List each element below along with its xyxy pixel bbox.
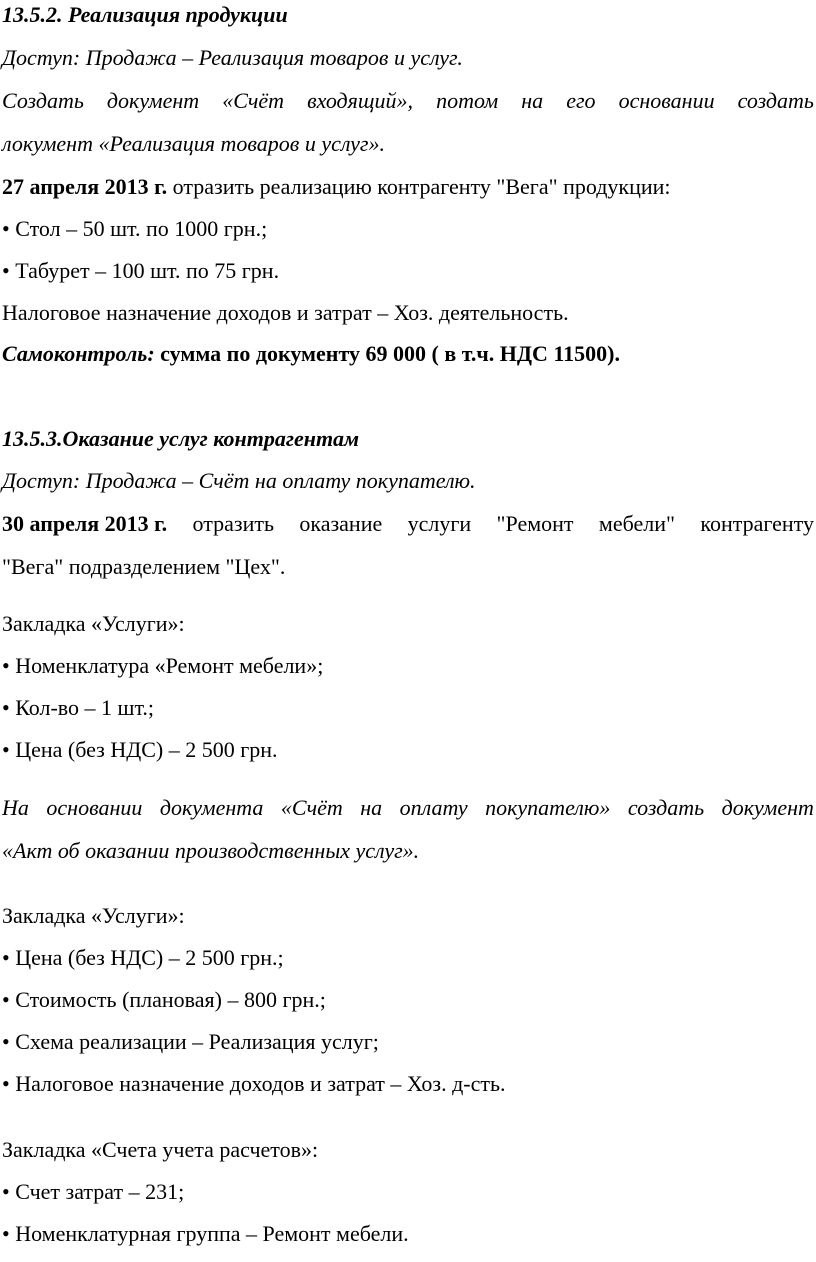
self-check-label: Самоконтроль: xyxy=(2,341,155,366)
word: услуги xyxy=(407,511,472,536)
date-instruction xyxy=(2,174,671,200)
word: оказание xyxy=(299,511,383,536)
list-item: • Цена (без НДС) – 2 500 грн.; xyxy=(2,945,284,970)
list-item: • Схема реализации – Реализация услуг; xyxy=(2,1029,379,1054)
list-item: • Стол – 50 шт. по 1000 грн.; xyxy=(2,216,268,241)
word: документ xyxy=(106,88,200,113)
justified-line xyxy=(2,511,814,537)
word: его xyxy=(566,88,596,113)
word: Создать xyxy=(2,88,84,113)
word: основании xyxy=(618,88,715,113)
self-check-text: сумма по документу 69 000 ( в т.ч. НДС 11500). xyxy=(154,341,621,366)
word: «Счёт xyxy=(280,795,343,820)
word: контрагенту xyxy=(700,511,814,536)
word: на xyxy=(521,88,544,113)
date: 30 апреля 2013 г. xyxy=(2,511,168,536)
section-heading: 13.5.3.Оказание услуг контрагентам xyxy=(2,426,360,451)
section-heading: 13.5.2. Реализация продукции xyxy=(2,2,288,27)
word: входящий», xyxy=(307,88,414,113)
word: на xyxy=(360,795,383,820)
word: покупателю» xyxy=(485,795,611,820)
access-path: Доступ: Продажа – Счёт на оплату покупателю. xyxy=(2,468,476,493)
list-item: • Счет затрат – 231; xyxy=(2,1179,185,1204)
date-text: отразить реализацию контрагенту "Вега" продукции: xyxy=(167,174,671,199)
list-item: • Стоимость (плановая) – 800 грн.; xyxy=(2,987,326,1012)
word: документа xyxy=(159,795,264,820)
list-item: • Табурет – 100 шт. по 75 грн. xyxy=(2,258,280,283)
instruction-continuation: локумент «Реализация товаров и услуг». xyxy=(2,131,386,156)
self-check xyxy=(2,341,620,367)
instruction-continuation: "Вега" подразделением "Цех". xyxy=(2,554,286,579)
word: создать xyxy=(737,88,814,113)
instruction-continuation: «Акт об оказании производственных услуг». xyxy=(2,838,420,863)
access-path: Доступ: Продажа – Реализация товаров и услуг. xyxy=(2,45,463,70)
list-item: • Номенклатура «Ремонт мебели»; xyxy=(2,653,324,678)
word: создать xyxy=(627,795,705,820)
tax-purpose: Налоговое назначение доходов и затрат – Хоз. деятельность. xyxy=(2,300,569,325)
justified-line xyxy=(2,88,814,114)
list-item: • Номенклатурная группа – Ремонт мебели. xyxy=(2,1221,409,1246)
list-item: • Кол-во – 1 шт.; xyxy=(2,695,155,720)
word: оплату xyxy=(399,795,468,820)
word: отразить xyxy=(192,511,274,536)
date: 27 апреля 2013 г. xyxy=(2,174,168,199)
tab-title: Закладка «Услуги»: xyxy=(2,903,185,928)
justified-line xyxy=(2,795,814,821)
word: документ xyxy=(721,795,814,820)
list-item: • Налоговое назначение доходов и затрат – Хоз. д-сть. xyxy=(2,1071,506,1096)
tab-title: Закладка «Счета учета расчетов»: xyxy=(2,1137,319,1162)
list-item: • Цена (без НДС) – 2 500 грн. xyxy=(2,737,278,762)
word: основании xyxy=(46,795,143,820)
word: «Счёт xyxy=(222,88,285,113)
word: мебели" xyxy=(598,511,676,536)
word: На xyxy=(2,795,29,820)
tab-title: Закладка «Услуги»: xyxy=(2,611,185,636)
word: "Ремонт xyxy=(496,511,574,536)
word: потом xyxy=(436,88,499,113)
